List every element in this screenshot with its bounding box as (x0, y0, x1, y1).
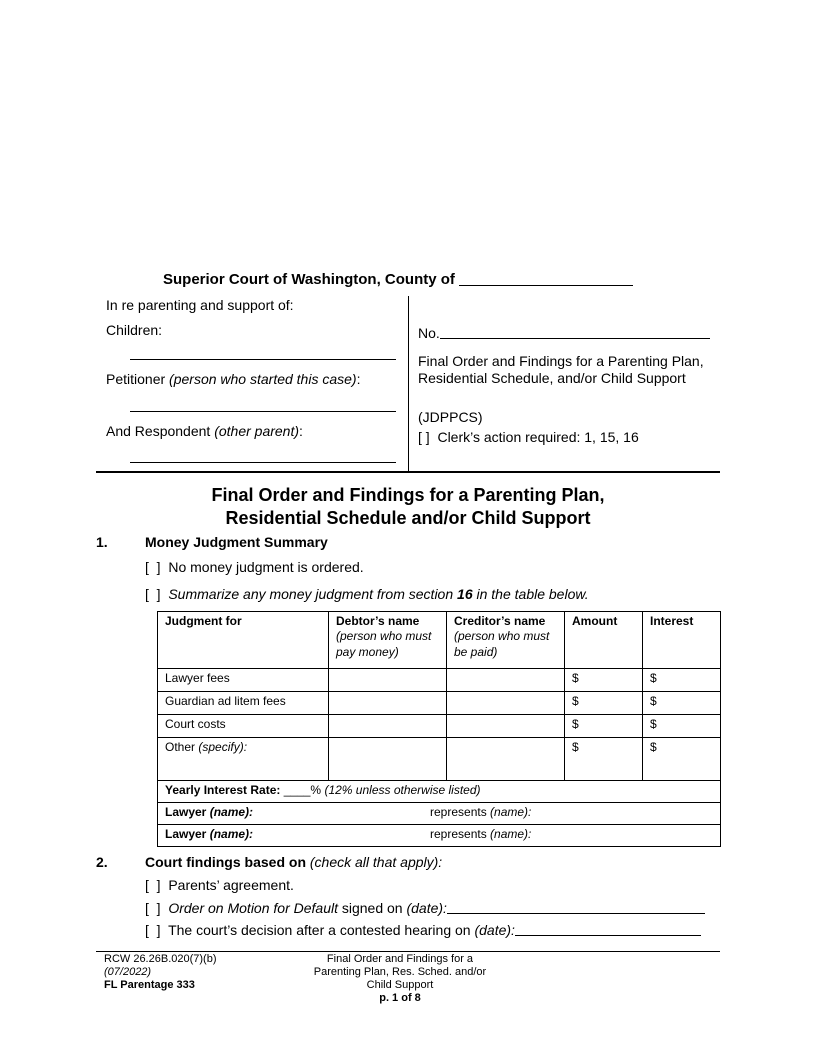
row-label: Guardian ad litem fees (158, 692, 329, 715)
caption-divider (408, 296, 409, 471)
interest-cell[interactable]: $ (643, 715, 721, 738)
lawyer-cell[interactable]: Lawyer (name): represents (name): (158, 803, 721, 825)
case-number: No. (418, 325, 710, 341)
section-2-number: 2. (96, 854, 108, 870)
petitioner-name-line[interactable] (130, 411, 396, 412)
amount-cell[interactable]: $ (565, 669, 643, 692)
contested-hearing-checkbox[interactable]: [ ] (145, 922, 161, 938)
default-order-option: [ ] Order on Motion for Default signed on (date): (145, 900, 705, 916)
lawyer-cell[interactable]: Lawyer (name): represents (name): (158, 825, 721, 847)
respondent-name-line[interactable] (130, 462, 396, 463)
county-blank[interactable] (459, 271, 633, 286)
default-date-blank[interactable] (447, 901, 705, 914)
page-number: p. 1 of 8 (379, 992, 421, 1004)
amount-cell[interactable]: $ (565, 715, 643, 738)
default-order-checkbox[interactable]: [ ] (145, 900, 161, 916)
page-title: Final Order and Findings for a Parenting Plan, Residential Schedule and/or Child Support (211, 485, 605, 528)
parents-agreement-checkbox[interactable]: [ ] (145, 877, 161, 893)
section-1-number: 1. (96, 534, 108, 550)
footer-rcw: RCW 26.26B.020(7)(b) (104, 953, 217, 965)
parents-agreement-option: [ ] Parents’ agreement. (145, 877, 294, 893)
debtor-cell[interactable] (329, 692, 447, 715)
no-judgment-checkbox[interactable]: [ ] (145, 559, 161, 575)
header-interest: Interest (643, 612, 721, 669)
table-row (158, 738, 721, 781)
contested-hearing-option: [ ] The court’s decision after a contested hearing on (date): (145, 922, 701, 938)
header-creditor: Creditor’s name (person who must be paid) (447, 612, 565, 669)
header-amount: Amount (565, 612, 643, 669)
hearing-date-blank[interactable] (515, 923, 701, 936)
interest-rate-row (158, 781, 721, 803)
caption-form-title: Final Order and Findings for a Parenting Plan, Residential Schedule, and/or Child Support (418, 353, 704, 386)
row-label: Other (specify): (158, 738, 329, 781)
creditor-cell[interactable] (447, 738, 565, 781)
in-re-label: In re parenting and support of: (106, 297, 294, 313)
amount-cell[interactable]: $ (565, 738, 643, 781)
row-label: Lawyer fees (158, 669, 329, 692)
clerk-action: [ ] Clerk’s action required: 1, 15, 16 (418, 429, 639, 445)
debtor-cell[interactable] (329, 738, 447, 781)
table-row (158, 692, 721, 715)
court-title: Superior Court of Washington, County of (163, 271, 633, 288)
summarize-judgment-option: [ ] Summarize any money judgment from section 16 in the table below. (145, 586, 589, 602)
interest-rate-cell[interactable]: Yearly Interest Rate: ____% (12% unless otherwise listed) (158, 781, 721, 803)
form-code: (JDPPCS) (418, 409, 483, 425)
lawyer-row (158, 825, 721, 847)
table-row (158, 669, 721, 692)
footer-rule (96, 951, 720, 952)
footer-date: (07/2022) (104, 966, 152, 978)
children-name-line[interactable] (130, 359, 396, 360)
clerk-action-checkbox[interactable]: [ ] (418, 429, 430, 445)
table-row (158, 715, 721, 738)
interest-cell[interactable]: $ (643, 692, 721, 715)
children-label: Children: (106, 322, 163, 338)
footer-left (104, 953, 217, 992)
amount-cell[interactable]: $ (565, 692, 643, 715)
caption-bottom-rule (96, 471, 720, 473)
debtor-cell[interactable] (329, 669, 447, 692)
respondent-label: And Respondent (other parent): (106, 423, 303, 439)
judgment-summary-table (157, 611, 721, 847)
no-judgment-option: [ ] No money judgment is ordered. (145, 559, 364, 575)
creditor-cell[interactable] (447, 692, 565, 715)
row-label: Court costs (158, 715, 329, 738)
footer-form-id: FL Parentage 333 (104, 979, 195, 991)
footer-center: Final Order and Findings for a Parenting Plan, Res. Sched. and/or Child Support p. 1 of 8 (290, 953, 510, 1005)
petitioner-label: Petitioner (person who started this case): (106, 371, 361, 387)
case-number-blank[interactable] (440, 326, 710, 339)
debtor-cell[interactable] (329, 715, 447, 738)
header-judgment-for: Judgment for (158, 612, 329, 669)
table-header-row (158, 612, 721, 669)
section-1-heading: Money Judgment Summary (145, 534, 328, 550)
creditor-cell[interactable] (447, 669, 565, 692)
interest-cell[interactable]: $ (643, 738, 721, 781)
interest-cell[interactable]: $ (643, 669, 721, 692)
lawyer-row (158, 803, 721, 825)
header-debtor: Debtor’s name (person who must pay money) (329, 612, 447, 669)
creditor-cell[interactable] (447, 715, 565, 738)
summarize-judgment-checkbox[interactable]: [ ] (145, 586, 161, 602)
section-2-heading: Court findings based on (check all that apply): (145, 854, 443, 870)
